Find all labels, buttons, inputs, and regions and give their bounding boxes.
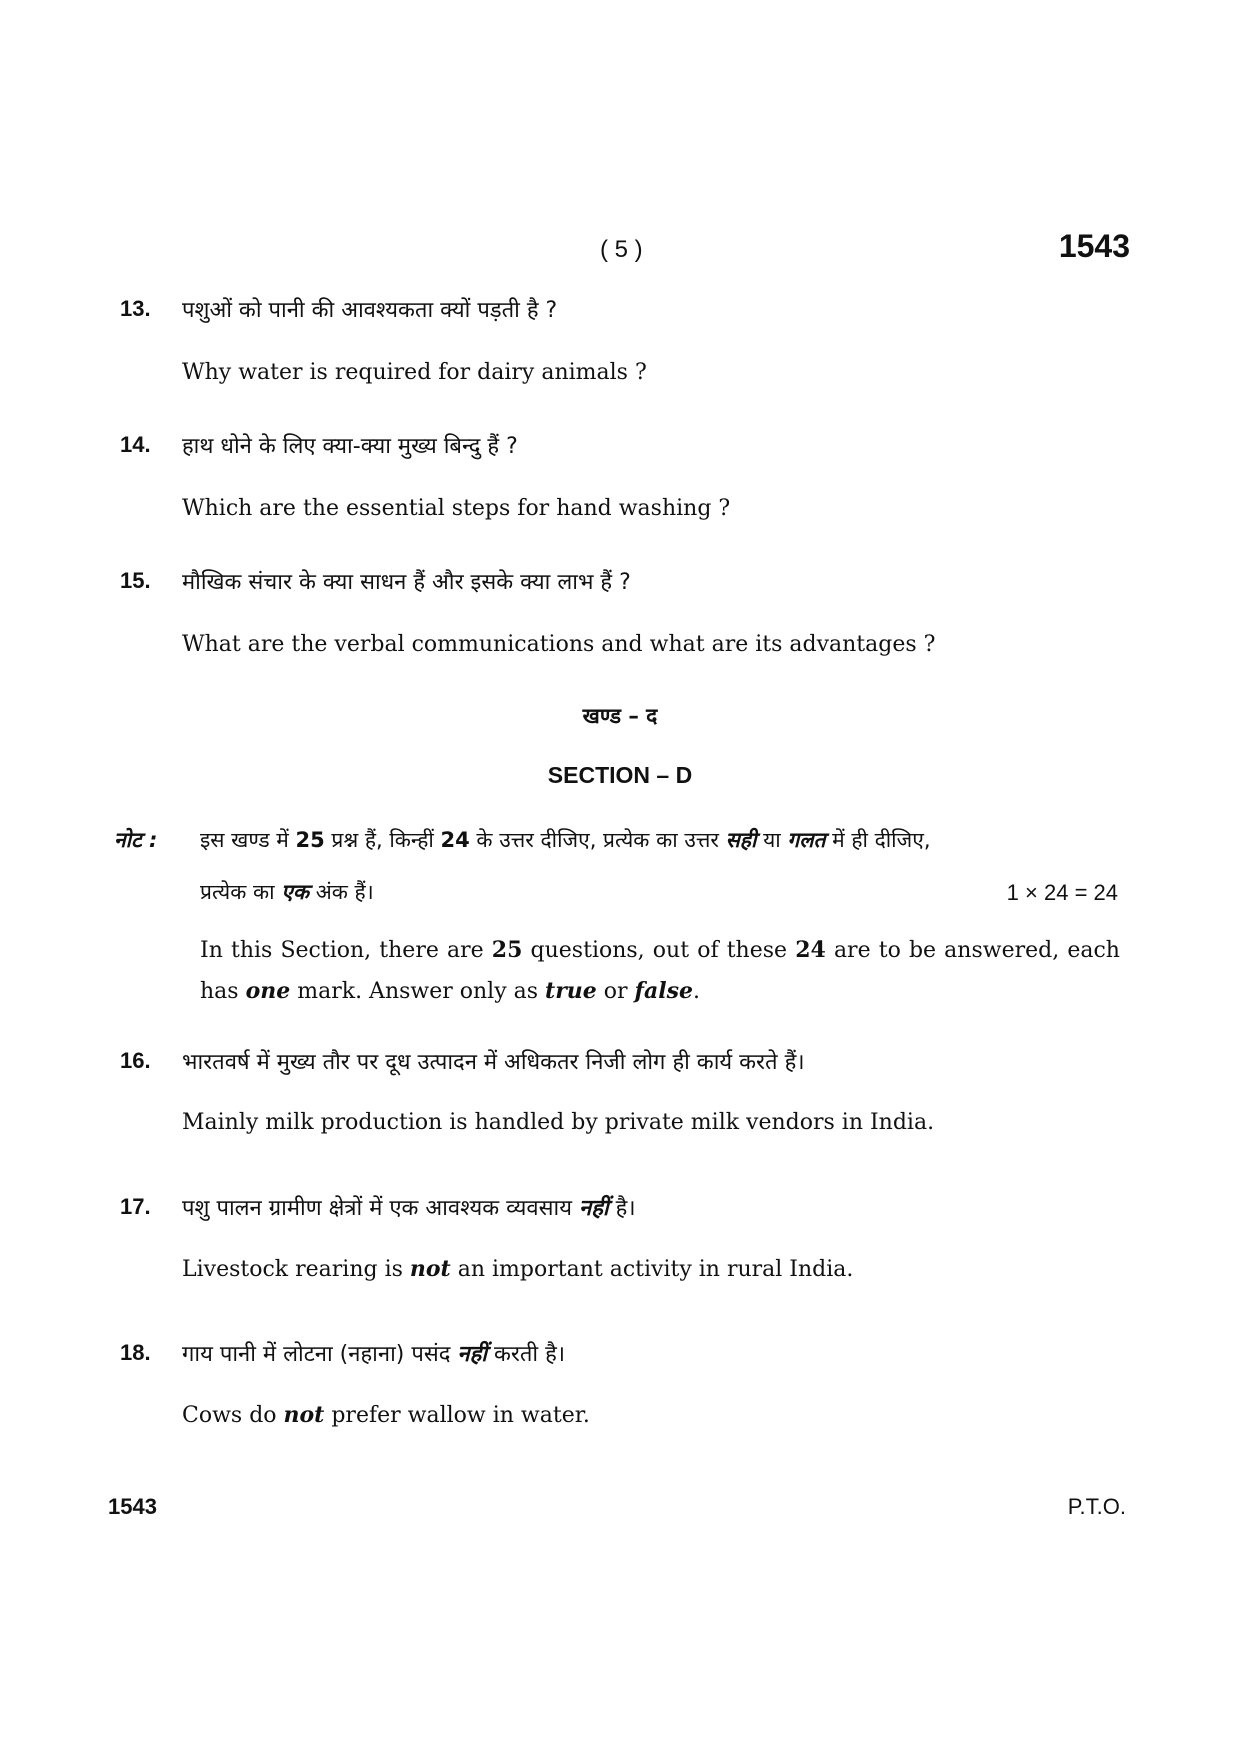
question-15-hindi: मौखिक संचार के क्या साधन हैं और इसके क्या लाभ हैं ? xyxy=(182,570,631,595)
note-hindi-line-2: प्रत्येक का एक अंक हैं। xyxy=(200,880,374,904)
note-english: In this Section, there are 25 questions, out of these 24 are to be answered, each has one mark. Answer only as true or false. xyxy=(200,937,1120,1004)
question-14-hindi: हाथ धोने के लिए क्या-क्या मुख्य बिन्दु हैं ? xyxy=(182,434,518,459)
note-hindi-line-1: इस खण्ड में 25 प्रश्न हैं, किन्हीं 24 के उत्तर दीजिए, प्रत्येक का उत्तर सही या गलत में ही दीजिए, xyxy=(200,828,931,852)
pto-label: P.T.O. xyxy=(1067,1494,1126,1519)
page-number: ( 5 ) xyxy=(600,236,643,263)
question-16-number: 16. xyxy=(120,1048,151,1073)
note-label: नोट : xyxy=(114,828,158,852)
paper-code-footer: 1543 xyxy=(108,1494,157,1519)
question-13-hindi: पशुओं को पानी की आवश्यकता क्यों पड़ती है ? xyxy=(182,298,558,323)
question-14-number: 14. xyxy=(120,432,151,457)
question-16-hindi: भारतवर्ष में मुख्य तौर पर दूध उत्पादन में अधिकतर निजी लोग ही कार्य करते हैं। xyxy=(182,1050,805,1075)
question-16-english: Mainly milk production is handled by private milk vendors in India. xyxy=(182,1110,935,1135)
question-13-number: 13. xyxy=(120,296,151,321)
paper-code-header: 1543 xyxy=(1058,228,1130,264)
section-title-english: SECTION – D xyxy=(547,762,693,788)
question-18-english: Cows do not prefer wallow in water. xyxy=(182,1402,590,1428)
question-18-hindi: गाय पानी में लोटना (नहाना) पसंद नहीं करती है। xyxy=(182,1342,566,1367)
question-17-hindi: पशु पालन ग्रामीण क्षेत्रों में एक आवश्यक व्यवसाय नहीं है। xyxy=(182,1196,636,1221)
question-18-number: 18. xyxy=(120,1340,151,1365)
question-17-english: Livestock rearing is not an important activity in rural India. xyxy=(182,1256,854,1282)
question-15-number: 15. xyxy=(120,568,151,593)
question-17-number: 17. xyxy=(120,1194,151,1219)
question-13-english: Why water is required for dairy animals ? xyxy=(182,360,647,385)
marks-formula: 1 × 24 = 24 xyxy=(1006,880,1118,905)
section-title-hindi: खण्ड – द xyxy=(582,704,658,728)
question-15-english: What are the verbal communications and what are its advantages ? xyxy=(182,632,936,657)
question-14-english: Which are the essential steps for hand washing ? xyxy=(182,496,731,521)
